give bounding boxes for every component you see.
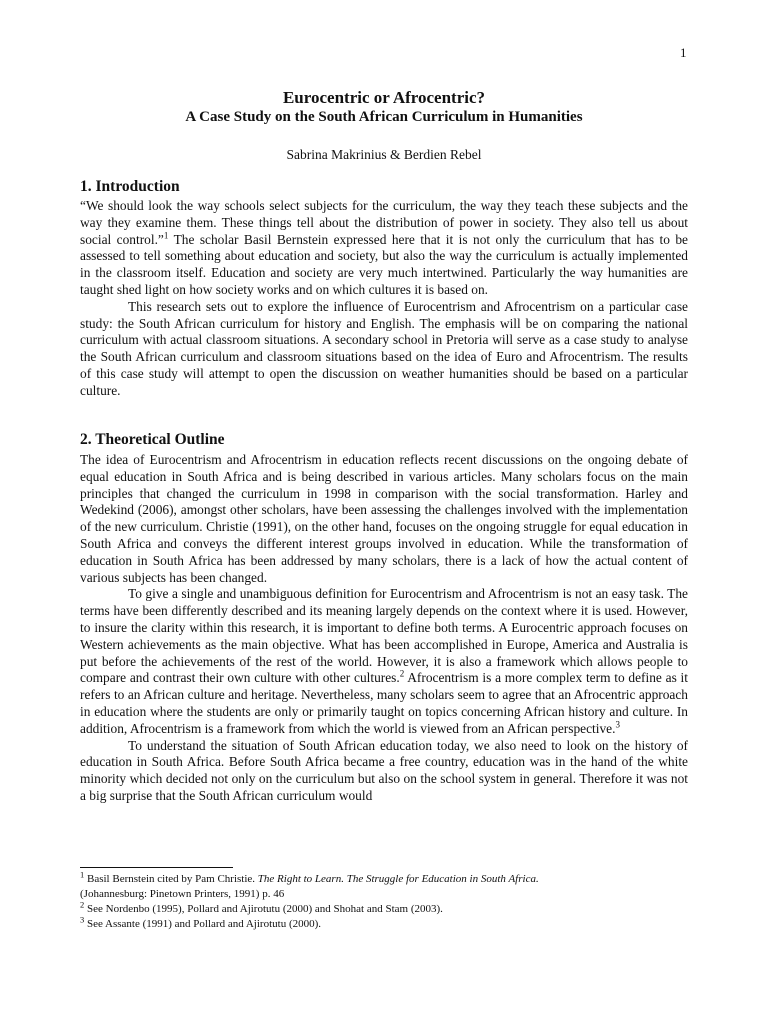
theory-paragraph-2-part-a: To give a single and unambiguous definition for Eurocentrism and Afrocentrism is not an easy task. The terms have been differently described and its meaning largely depends on the context where it is used. However, to insure the clarity within this research, it is important to define both terms. A Eurocentric approach focuses on Western achievements as the main objective. What has been accomplished in Europe, America and Australia is put before the achievements of the rest of the world. However, it is also a framework which allows people to compare and contrast their own culture with other cultures.: [80, 586, 688, 686]
footnote-divider: [80, 867, 233, 868]
footnote-1-book-title: The Right to Learn. The Struggle for Education in South Africa.: [257, 873, 539, 885]
paper-title: Eurocentric or Afrocentric?: [282, 88, 486, 107]
footnote-1-number: 1: [80, 869, 85, 880]
section-body-introduction: [80, 198, 688, 400]
footnote-ref-1[interactable]: 1: [163, 230, 169, 241]
footnote-3: [80, 914, 688, 932]
page-number: 1: [680, 45, 687, 60]
footnote-2-number: 2: [80, 899, 85, 910]
section-body-theoretical-outline: [80, 452, 688, 805]
footnote-1: [80, 869, 688, 902]
theory-paragraph-2: [80, 586, 688, 737]
section-heading-theoretical-outline: 2. Theoretical Outline: [80, 431, 225, 448]
intro-paragraph-1: [80, 198, 688, 299]
paper-authors: Sabrina Makrinius & Berdien Rebel: [286, 147, 482, 162]
theory-paragraph-3: To understand the situation of South African education today, we also need to look on the history of education in South Africa. Before South Africa became a free country, education was in the hand of the white minority which decided not only on the curriculum but also on the school system in general. Therefore it was not a big surprise that the South African curriculum would: [80, 737, 688, 803]
footnote-1-text: Basil Bernstein cited by Pam Christie.: [84, 873, 258, 885]
footnote-1-publication: (Johannesburg: Pinetown Printers, 1991) p. 46: [80, 888, 285, 900]
theory-paragraph-1: The idea of Eurocentrism and Afrocentrism in education reflects recent discussions on the ongoing debate of equal education in South Africa and is being described in various articles. Many scholars focus on the main principles that changed the curriculum in 1998 in comparison with the social transformation. Harley and Wedekind (2006), amongst other scholars, have been assessing the challenges involved with the implementation of the new curriculum. Christie (1991), on the other hand, focuses on the ongoing struggle for equal education in South Africa and conveys the different interest groups involved in education. While the transformation of education in South Africa has been addressed by many scholars, there is a lack of how the actual content of various subjects has been changed.: [80, 452, 688, 585]
intro-quote: “We should look the way schools select subjects for the curriculum, the way they teach these subjects and the way they examine them. These things tell about the distribution of power in society. They also tell us about social control.”: [80, 198, 688, 247]
footnote-3-text: See Assante (1991) and Pollard and Ajirotutu (2000).: [84, 918, 322, 930]
section-heading-introduction: 1. Introduction: [80, 178, 180, 195]
paper-subtitle: A Case Study on the South African Curriculum in Humanities: [185, 109, 583, 125]
intro-paragraph-2: This research sets out to explore the influence of Eurocentrism and Afrocentrism on a particular case study: the South African curriculum for history and English. The emphasis will be on comparing the national curriculum with actual classroom situations. A secondary school in Pretoria will serve as a case study to analyse the South African curriculum and classroom situations based on the idea of Euro and Afrocentrism. The results of this case study will attempt to open the discussion on weather humanities should be based on a particular culture.: [80, 298, 688, 398]
theory-paragraph-2-part-b: Afrocentrism is a more complex term to define as it refers to an African culture and heritage. Nevertheless, many scholars seem to agree that an Afrocentric approach in education where the students are only or primarily taught on topics concerning African history and culture. In addition, Afrocentrism is a framework from which the world is viewed from an African perspective.: [80, 670, 688, 736]
footnote-ref-3[interactable]: 3: [615, 719, 620, 730]
footnote-3-number: 3: [80, 914, 85, 925]
footnote-2-text: See Nordenbo (1995), Pollard and Ajirotutu (2000) and Shohat and Stam (2003).: [84, 903, 443, 915]
footnote-2: [80, 899, 688, 917]
footnote-ref-2[interactable]: 2: [399, 668, 405, 679]
intro-paragraph-1-rest: The scholar Basil Bernstein expressed here that it is not only the curriculum that has to be assessed to tell something about education and society, but also the way the curriculum is actually implemented in the classroom itself. Education and society are very much intertwined. Particularly the way humanities are taught shed light on how society works and on which cultures it is based on.: [80, 231, 688, 297]
footnotes: [80, 869, 688, 932]
